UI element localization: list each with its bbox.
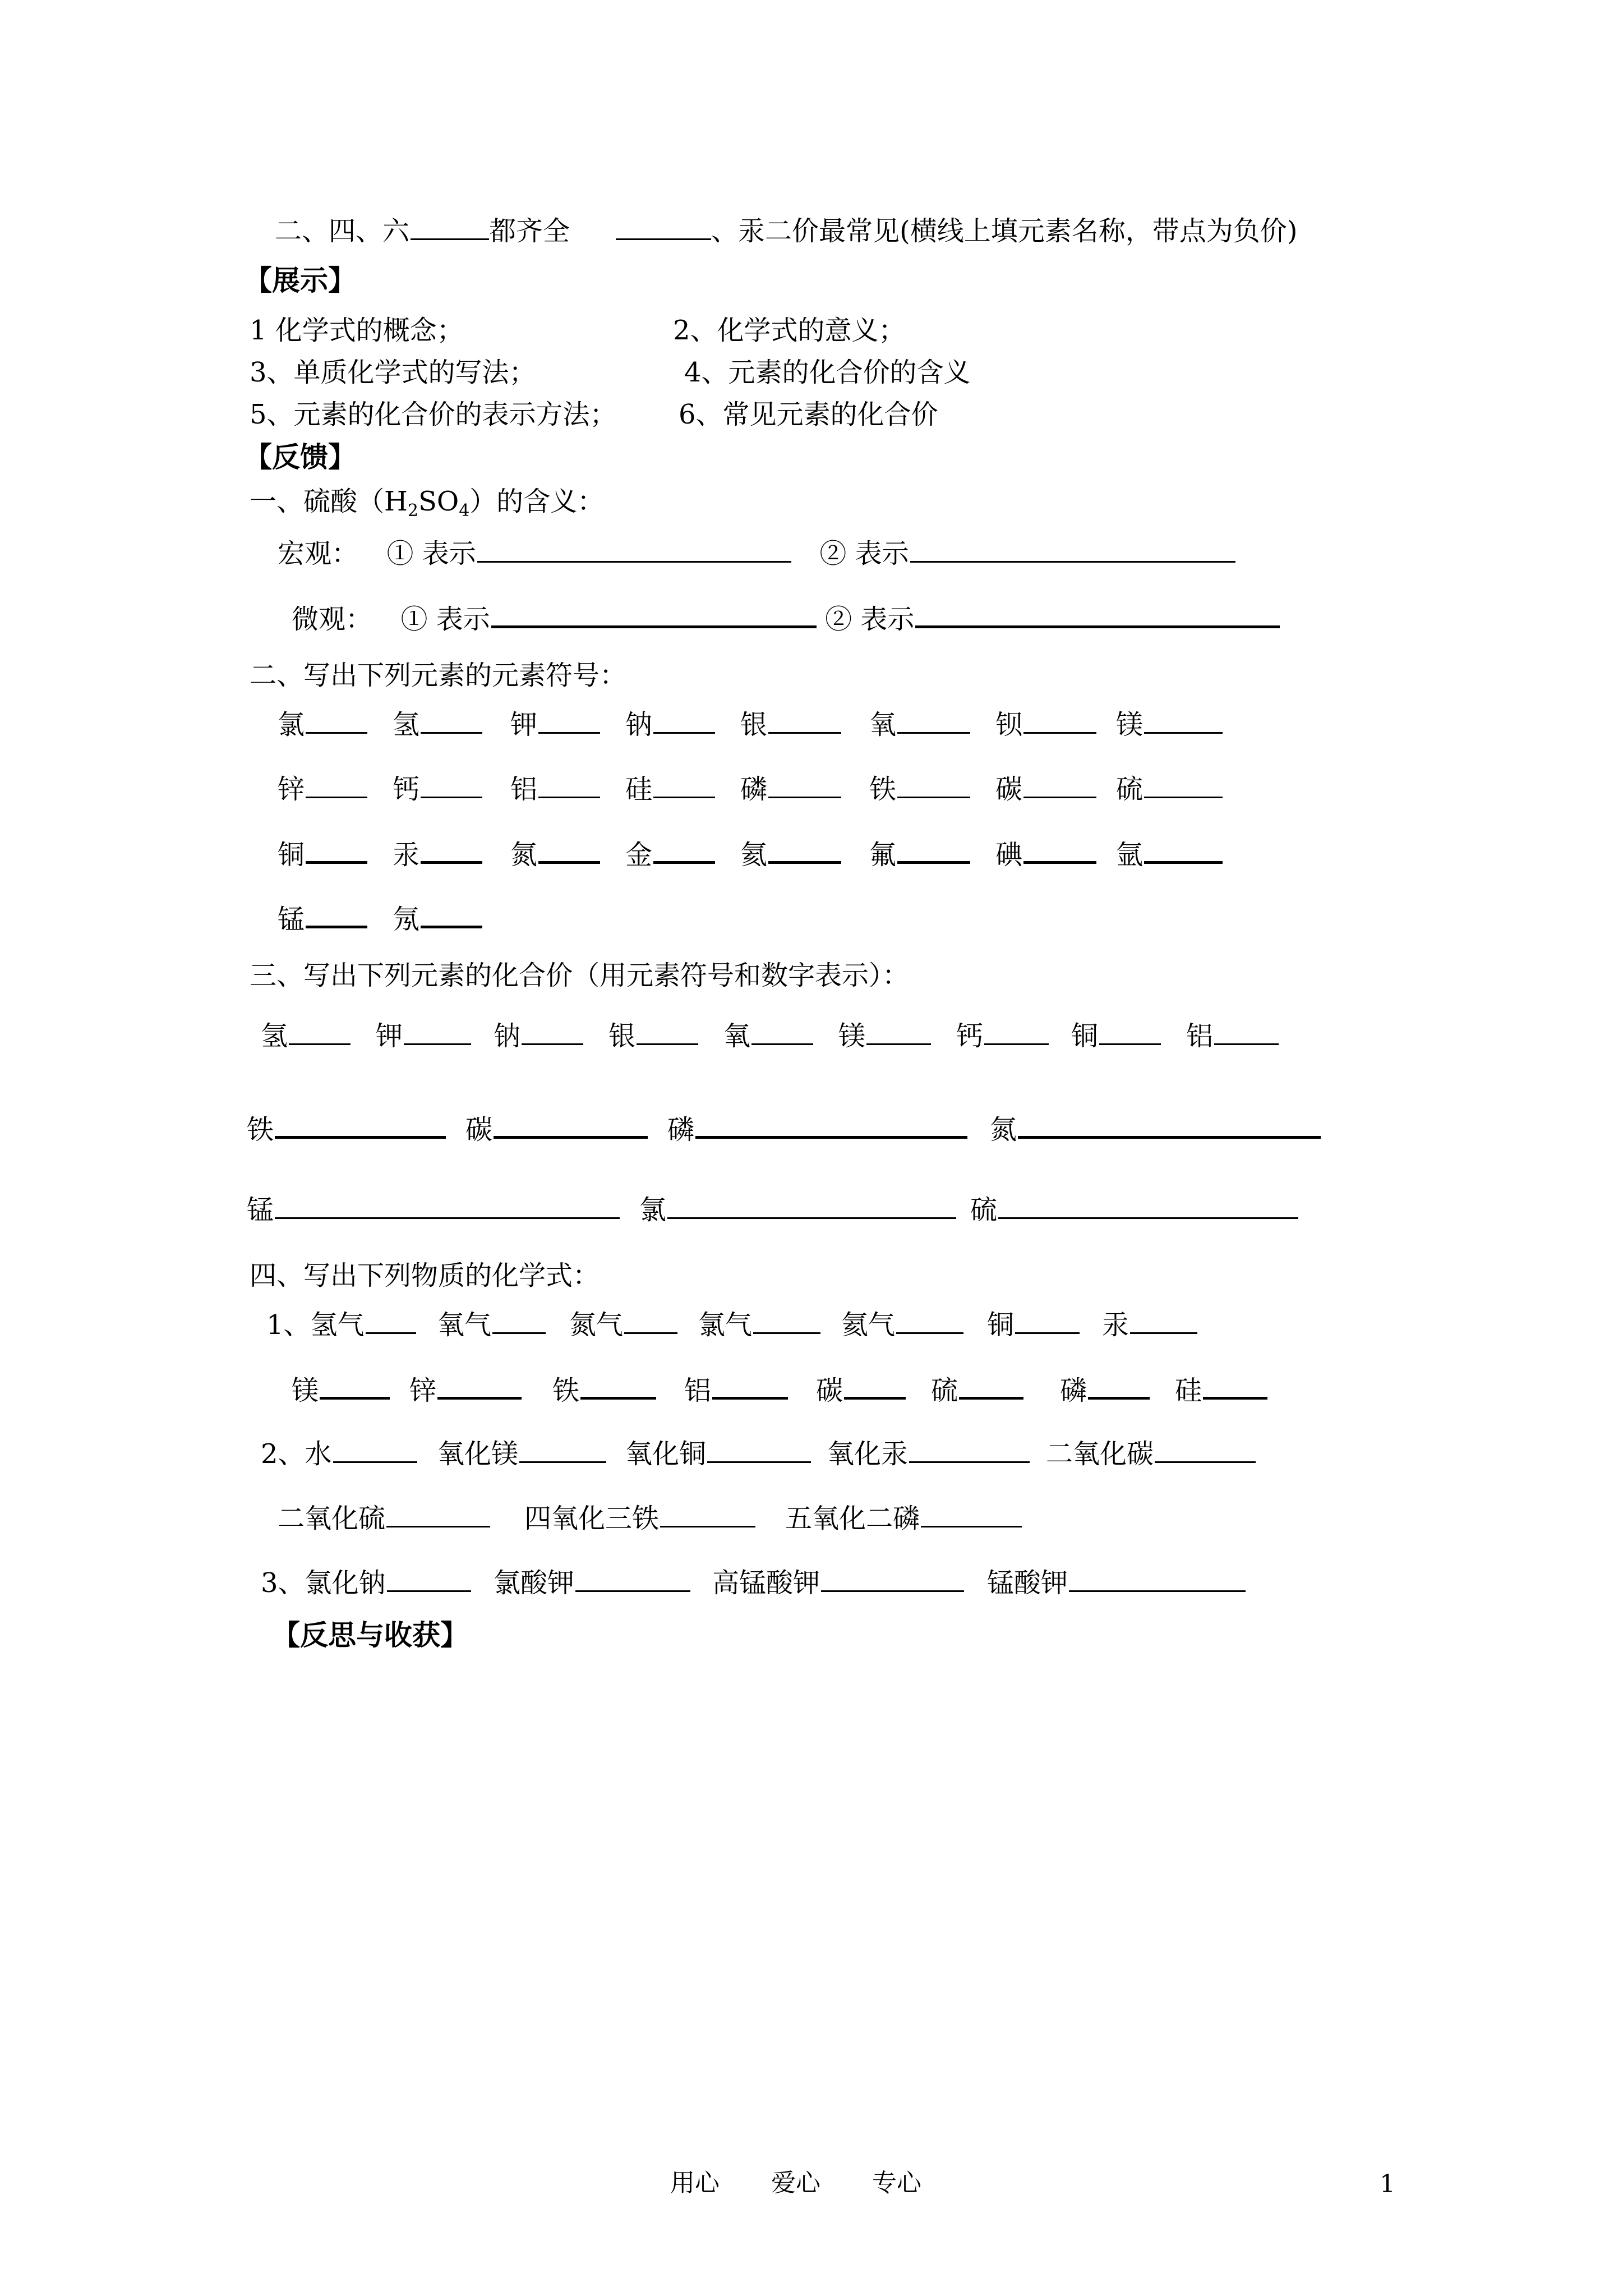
blank[interactable] [866,1021,931,1045]
q4-substance: 二氧化硫 [278,1503,386,1534]
q2-element: 碘 [995,839,1023,871]
page-number: 1 [1380,2170,1395,2198]
blank[interactable] [909,1439,1030,1463]
q2-element: 汞 [393,839,420,871]
blank[interactable] [275,1114,446,1139]
q4-substance: 磷 [1060,1375,1087,1406]
q3-element: 锰 [247,1194,274,1226]
blank[interactable] [1018,1114,1321,1139]
footer-motto-1: 用心 [670,2169,720,2197]
blank[interactable] [844,1374,906,1400]
blank[interactable] [712,1374,788,1400]
q2-element: 氖 [393,904,420,935]
blank[interactable] [1144,710,1223,734]
q2-element: 铜 [278,839,305,871]
blank[interactable] [522,1021,583,1045]
blank[interactable] [386,1503,490,1527]
q3-element: 钾 [376,1020,403,1052]
blank[interactable] [387,1568,471,1592]
q2-element: 钾 [510,709,538,740]
micro-label: 微观： [292,604,373,635]
q3-element: 氢 [261,1020,288,1052]
q2-element: 氢 [393,709,420,740]
q3-element: 氧 [723,1020,751,1052]
zhanshi-item-1: 1 化学式的概念； [250,315,464,346]
blank[interactable] [751,1021,813,1045]
q4-substance: 五氧化二磷 [785,1503,920,1534]
q4-prefix: 1、 [266,1309,311,1341]
micro-blank-1[interactable] [491,603,817,628]
q3-element: 银 [608,1020,636,1052]
blank[interactable] [421,710,482,734]
blank[interactable] [306,903,367,928]
q4-substance: 水 [305,1438,332,1470]
blank[interactable] [306,839,367,864]
blank[interactable] [421,903,482,928]
blank[interactable] [1203,1374,1267,1400]
blank[interactable] [1023,839,1096,864]
q3-element: 钙 [956,1020,984,1052]
q3-element: 铁 [247,1114,274,1145]
q4-substance: 二氧化碳 [1046,1438,1154,1470]
blank[interactable] [519,1439,606,1463]
footer-motto-2: 爱心 [771,2169,820,2197]
blank[interactable] [421,839,482,864]
q1-title: 一、硫酸$(H_2SO_4)$的含义： [250,486,605,521]
blank[interactable] [959,1374,1023,1400]
blank[interactable] [1144,839,1223,864]
blank[interactable] [660,1503,755,1527]
q2-element: 氟 [869,839,897,871]
section-fansi: 【反思与收获】 [272,1619,468,1651]
blank[interactable] [616,216,711,240]
q3-element: 碳 [465,1114,493,1145]
blank[interactable] [1023,774,1096,798]
q4-substance: 氢气 [310,1309,365,1341]
q4-title: 四、写出下列物质的化学式： [250,1260,600,1291]
q2-element: 氩 [1116,839,1144,871]
micro-c1: ① 表示 [400,604,490,635]
top-line [275,216,1298,245]
q3-element: 钠 [494,1020,521,1052]
q4-substance: 氧化铜 [625,1438,707,1470]
q4-substance: 氧化镁 [437,1438,519,1470]
q2-element: 铁 [869,774,897,805]
blank[interactable] [1144,774,1223,798]
blank[interactable] [653,774,715,798]
blank[interactable] [494,1114,648,1139]
q4-substance: 镁 [292,1375,319,1406]
blank[interactable] [753,1310,820,1334]
q1-micro-row [292,603,1280,633]
blank[interactable] [984,1021,1049,1045]
blank[interactable] [492,1310,546,1334]
q4-substance: 氮气 [569,1309,624,1341]
section-fankui: 【反馈】 [244,441,356,473]
zhanshi-item-5: 5、元素的化合价的表示方法； [250,399,617,430]
blank[interactable] [580,1374,656,1400]
q2-element: 氦 [740,839,768,871]
blank[interactable] [695,1114,967,1139]
blank[interactable] [1155,1439,1256,1463]
micro-c2: ② 表示 [825,604,915,635]
q2-element: 氧 [869,709,897,740]
blank[interactable] [1069,1568,1246,1592]
q2-element: 钡 [995,709,1023,740]
blank[interactable] [538,839,600,864]
q3-element: 氯 [639,1194,667,1226]
q2-element: 碳 [995,774,1023,805]
macro-c1: ① 表示 [386,538,476,569]
blank[interactable] [637,1021,698,1045]
q3-element: 铝 [1186,1020,1214,1052]
blank[interactable] [821,1568,964,1592]
blank[interactable] [1023,710,1096,734]
q4-substance: 高锰酸钾 [712,1567,820,1599]
blank[interactable] [411,216,489,240]
q3-element: 硫 [970,1194,998,1226]
q4-substance: 氯化钠 [305,1567,386,1599]
q2-element: 钠 [625,709,653,740]
q2-element: 锰 [278,904,305,935]
q2-element: 银 [740,709,768,740]
top-line-part3: 、汞二价最常见(横线上填元素名称，带点为负价) [711,215,1298,247]
q2-element: 镁 [1116,709,1144,740]
q4-substance: 硫 [931,1375,958,1406]
q3-element: 镁 [838,1020,866,1052]
blank[interactable] [421,774,482,798]
blank[interactable] [897,710,970,734]
macro-blank-2[interactable] [910,539,1235,563]
micro-blank-2[interactable] [915,603,1280,628]
q4-substance: 四氧化三铁 [524,1503,660,1534]
blank[interactable] [896,1310,963,1334]
q4-substance: 锰酸钾 [987,1567,1068,1599]
blank[interactable] [707,1439,811,1463]
q2-title: 二、写出下列元素的元素符号： [250,660,627,691]
q4-substance: 锌 [409,1375,437,1406]
q2-element: 铝 [510,774,538,805]
q3-title: 三、写出下列元素的化合价（用元素符号和数字表示）： [250,960,910,991]
q4-substance: 铁 [552,1375,580,1406]
q4-substance: 碳 [816,1375,843,1406]
blank[interactable] [921,1503,1022,1527]
blank[interactable] [333,1439,417,1463]
q4-substance: 硅 [1175,1375,1202,1406]
blank[interactable] [538,774,600,798]
blank[interactable] [437,1374,522,1400]
q4-substance: 氯酸钾 [494,1567,575,1599]
blank[interactable] [653,710,715,734]
blank[interactable] [1088,1374,1150,1400]
blank[interactable] [768,774,841,798]
q3-element: 氮 [990,1114,1017,1145]
top-line-part1: 二、四、六 [275,215,410,247]
blank[interactable] [575,1568,690,1592]
blank[interactable] [1214,1021,1279,1045]
blank[interactable] [1130,1310,1197,1334]
blank[interactable] [404,1021,471,1045]
q2-element: 金 [625,839,653,871]
q4-prefix: 3、 [261,1567,305,1599]
q4-prefix: 2、 [261,1438,305,1470]
q2-element: 硫 [1116,774,1144,805]
blank[interactable] [624,1310,677,1334]
section-zhanshi: 【展示】 [244,264,356,297]
blank[interactable] [998,1195,1298,1219]
blank[interactable] [289,1021,351,1045]
blank[interactable] [768,710,841,734]
footer-motto-3: 专心 [872,2169,921,2197]
macro-blank-1[interactable] [477,539,791,563]
macro-c2: ② 表示 [819,538,909,569]
q2-element: 氯 [278,709,305,740]
blank[interactable] [320,1374,390,1400]
q2-element: 硅 [625,774,653,805]
zhanshi-item-4: 4、元素的化合价的含义 [684,357,971,388]
q4-substance: 氧化汞 [827,1438,909,1470]
q3-element: 磷 [667,1114,695,1145]
q2-element: 钙 [393,774,420,805]
blank[interactable] [1015,1310,1080,1334]
q2-element: 锌 [278,774,305,805]
blank[interactable] [653,839,715,864]
zhanshi-item-2: 2、化学式的意义； [673,315,906,346]
blank[interactable] [306,774,367,798]
blank[interactable] [306,710,367,734]
q3-element: 铜 [1071,1020,1099,1052]
q4-substance: 铜 [987,1309,1015,1341]
blank[interactable] [897,774,970,798]
zhanshi-item-3: 3、单质化学式的写法； [250,357,536,388]
q2-element: 磷 [740,774,768,805]
macro-label: 宏观： [278,538,359,569]
q1-macro-row [278,539,1235,567]
blank[interactable] [667,1195,956,1219]
q4-substance: 氯气 [698,1309,753,1341]
blank[interactable] [538,710,600,734]
blank[interactable] [275,1195,620,1219]
q4-substance: 氧气 [437,1309,492,1341]
zhanshi-item-6: 6、常见元素的化合价 [679,399,938,430]
q4-substance: 汞 [1102,1309,1129,1341]
top-line-part2: 都齐全 [489,215,570,247]
q4-substance: 铝 [684,1375,712,1406]
blank[interactable] [897,839,970,864]
blank[interactable] [366,1310,416,1334]
q4-substance: 氦气 [841,1309,896,1341]
blank[interactable] [768,839,841,864]
q2-element: 氮 [510,839,538,871]
blank[interactable] [1099,1021,1161,1045]
